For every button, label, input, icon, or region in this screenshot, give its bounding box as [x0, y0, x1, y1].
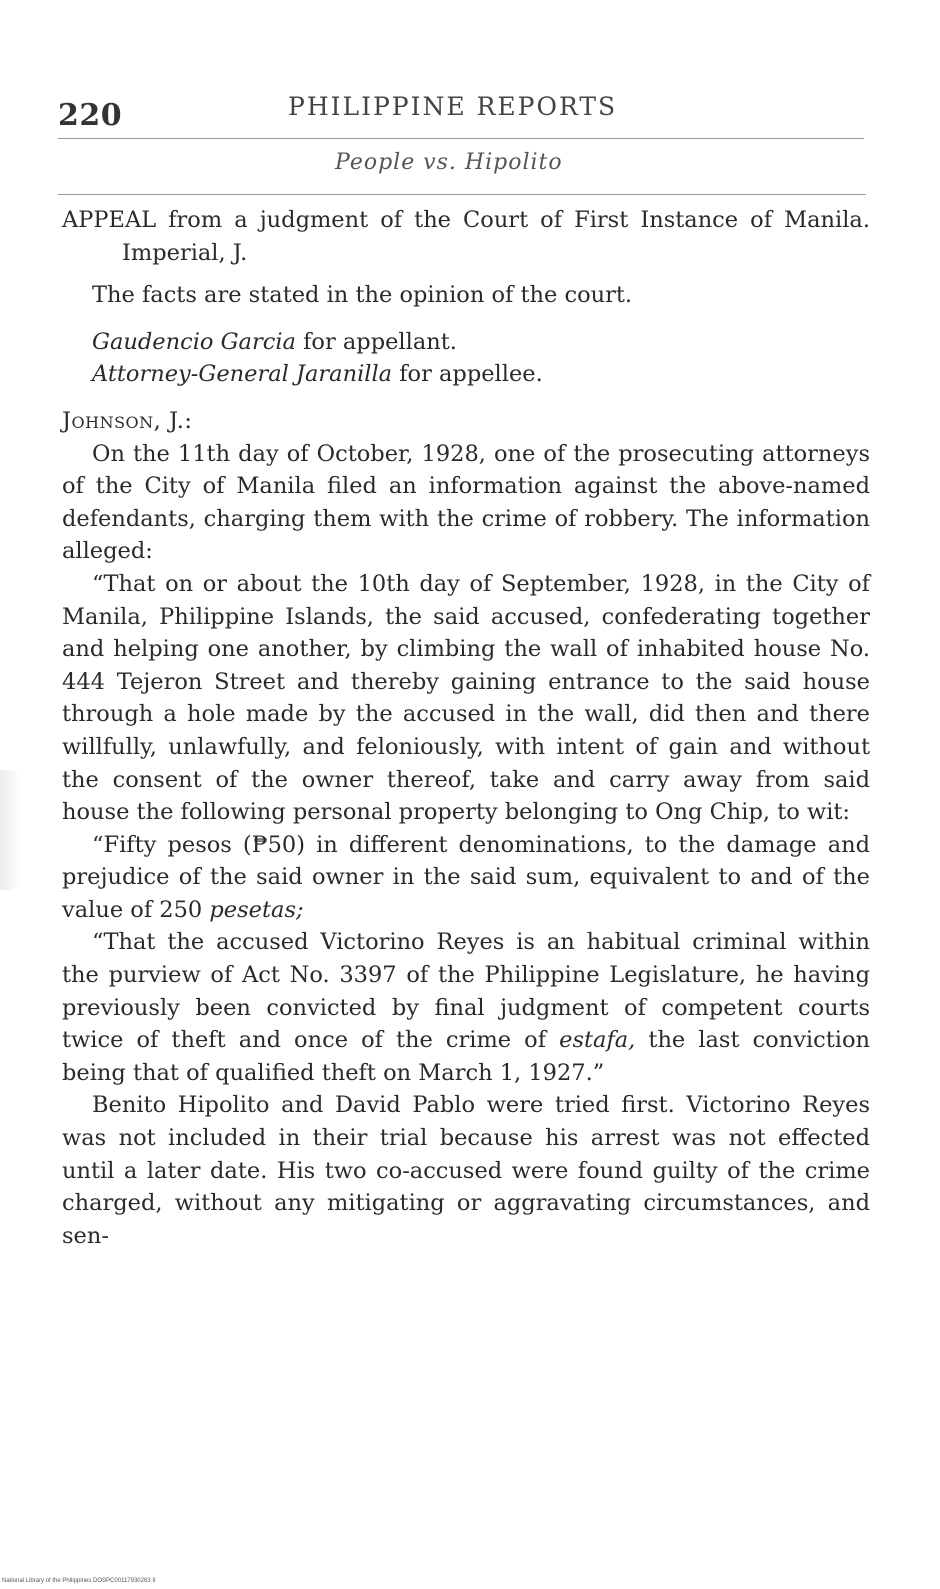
running-head: PHILIPPINE REPORTS: [288, 92, 618, 121]
counsel-appellee: [62, 358, 870, 391]
binding-shadow: [0, 770, 22, 890]
facts-note: The facts are stated in the opinion of the court.: [92, 282, 633, 309]
opinion-paragraph-2: Benito Hipolito and David Pablo were tried first. Victorino Reyes was not included in their trial because his arrest was not effected until a later date. His two co-accused were found guilty of the crime charged, without any mitigating or aggravating circumstances, and sen-: [62, 1092, 870, 1249]
source-footer: National Library of the Philippines DOSPC00117930263 II: [2, 1578, 156, 1584]
appellant-role: for appellant.: [303, 328, 457, 355]
appellee-counsel-name: Attorney-General Jaranilla: [92, 361, 393, 388]
information-paragraph-3: [62, 926, 870, 1089]
header-rule-top: [58, 138, 864, 139]
case-title: People vs. Hipolito: [335, 150, 563, 175]
document-body: [62, 204, 870, 1252]
information-paragraph-2-text: “Fifty pesos (₱50) in different denominations, to the damage and prejudice of the said owner in the said sum, equivalent to and of the value of 250: [62, 831, 870, 923]
counsel-appellant: [62, 326, 870, 359]
appeal-line: APPEAL from a judgment of the Court of First Instance of Manila. Imperial, J.: [62, 207, 870, 266]
appellee-role: for appellee.: [399, 361, 543, 388]
estafa-term: estafa,: [559, 1027, 636, 1054]
appellant-counsel-name: Gaudencio Garcia: [92, 328, 296, 355]
justice-name: Johnson, J.:: [62, 407, 193, 434]
information-paragraph-1: “That on or about the 10th day of September, 1928, in the City of Manila, Philippine Islands, the said accused, confederating together and helping one another, by climbing the wall of inhabited house No. 444 Tejeron Street and thereby gaining entrance to the said house through a hole made by the accused in the wall, did then and there willfully, unlawfully, and feloniously, with intent of gain and without the consent of the owner thereof, take and carry away from said house the following personal property belonging to Ong Chip, to wit:: [62, 570, 870, 826]
information-paragraph-2: [62, 829, 870, 927]
information-paragraph-3-text-a: “That the accused Victorino Reyes is an habitual criminal within the purview of Act No. 3397 of the Philippine Legislature, he having previously been convicted by final judgment of competent courts twice of theft and once of the crime of: [62, 929, 870, 1054]
page-header: [58, 92, 868, 132]
opinion-paragraph-1: On the 11th day of October, 1928, one of the prosecuting attorneys of the City of Manila filed an information against the above-named defendants, charging them with the crime of robbery. The information alleged:: [62, 440, 870, 565]
page-number: 220: [58, 98, 123, 133]
pesetas-term: pesetas;: [209, 896, 304, 923]
information-paragraph-3-text-b: the last conviction being that of qualified theft on March 1, 1927.”: [62, 1027, 870, 1086]
header-rule-bottom: [58, 194, 866, 195]
